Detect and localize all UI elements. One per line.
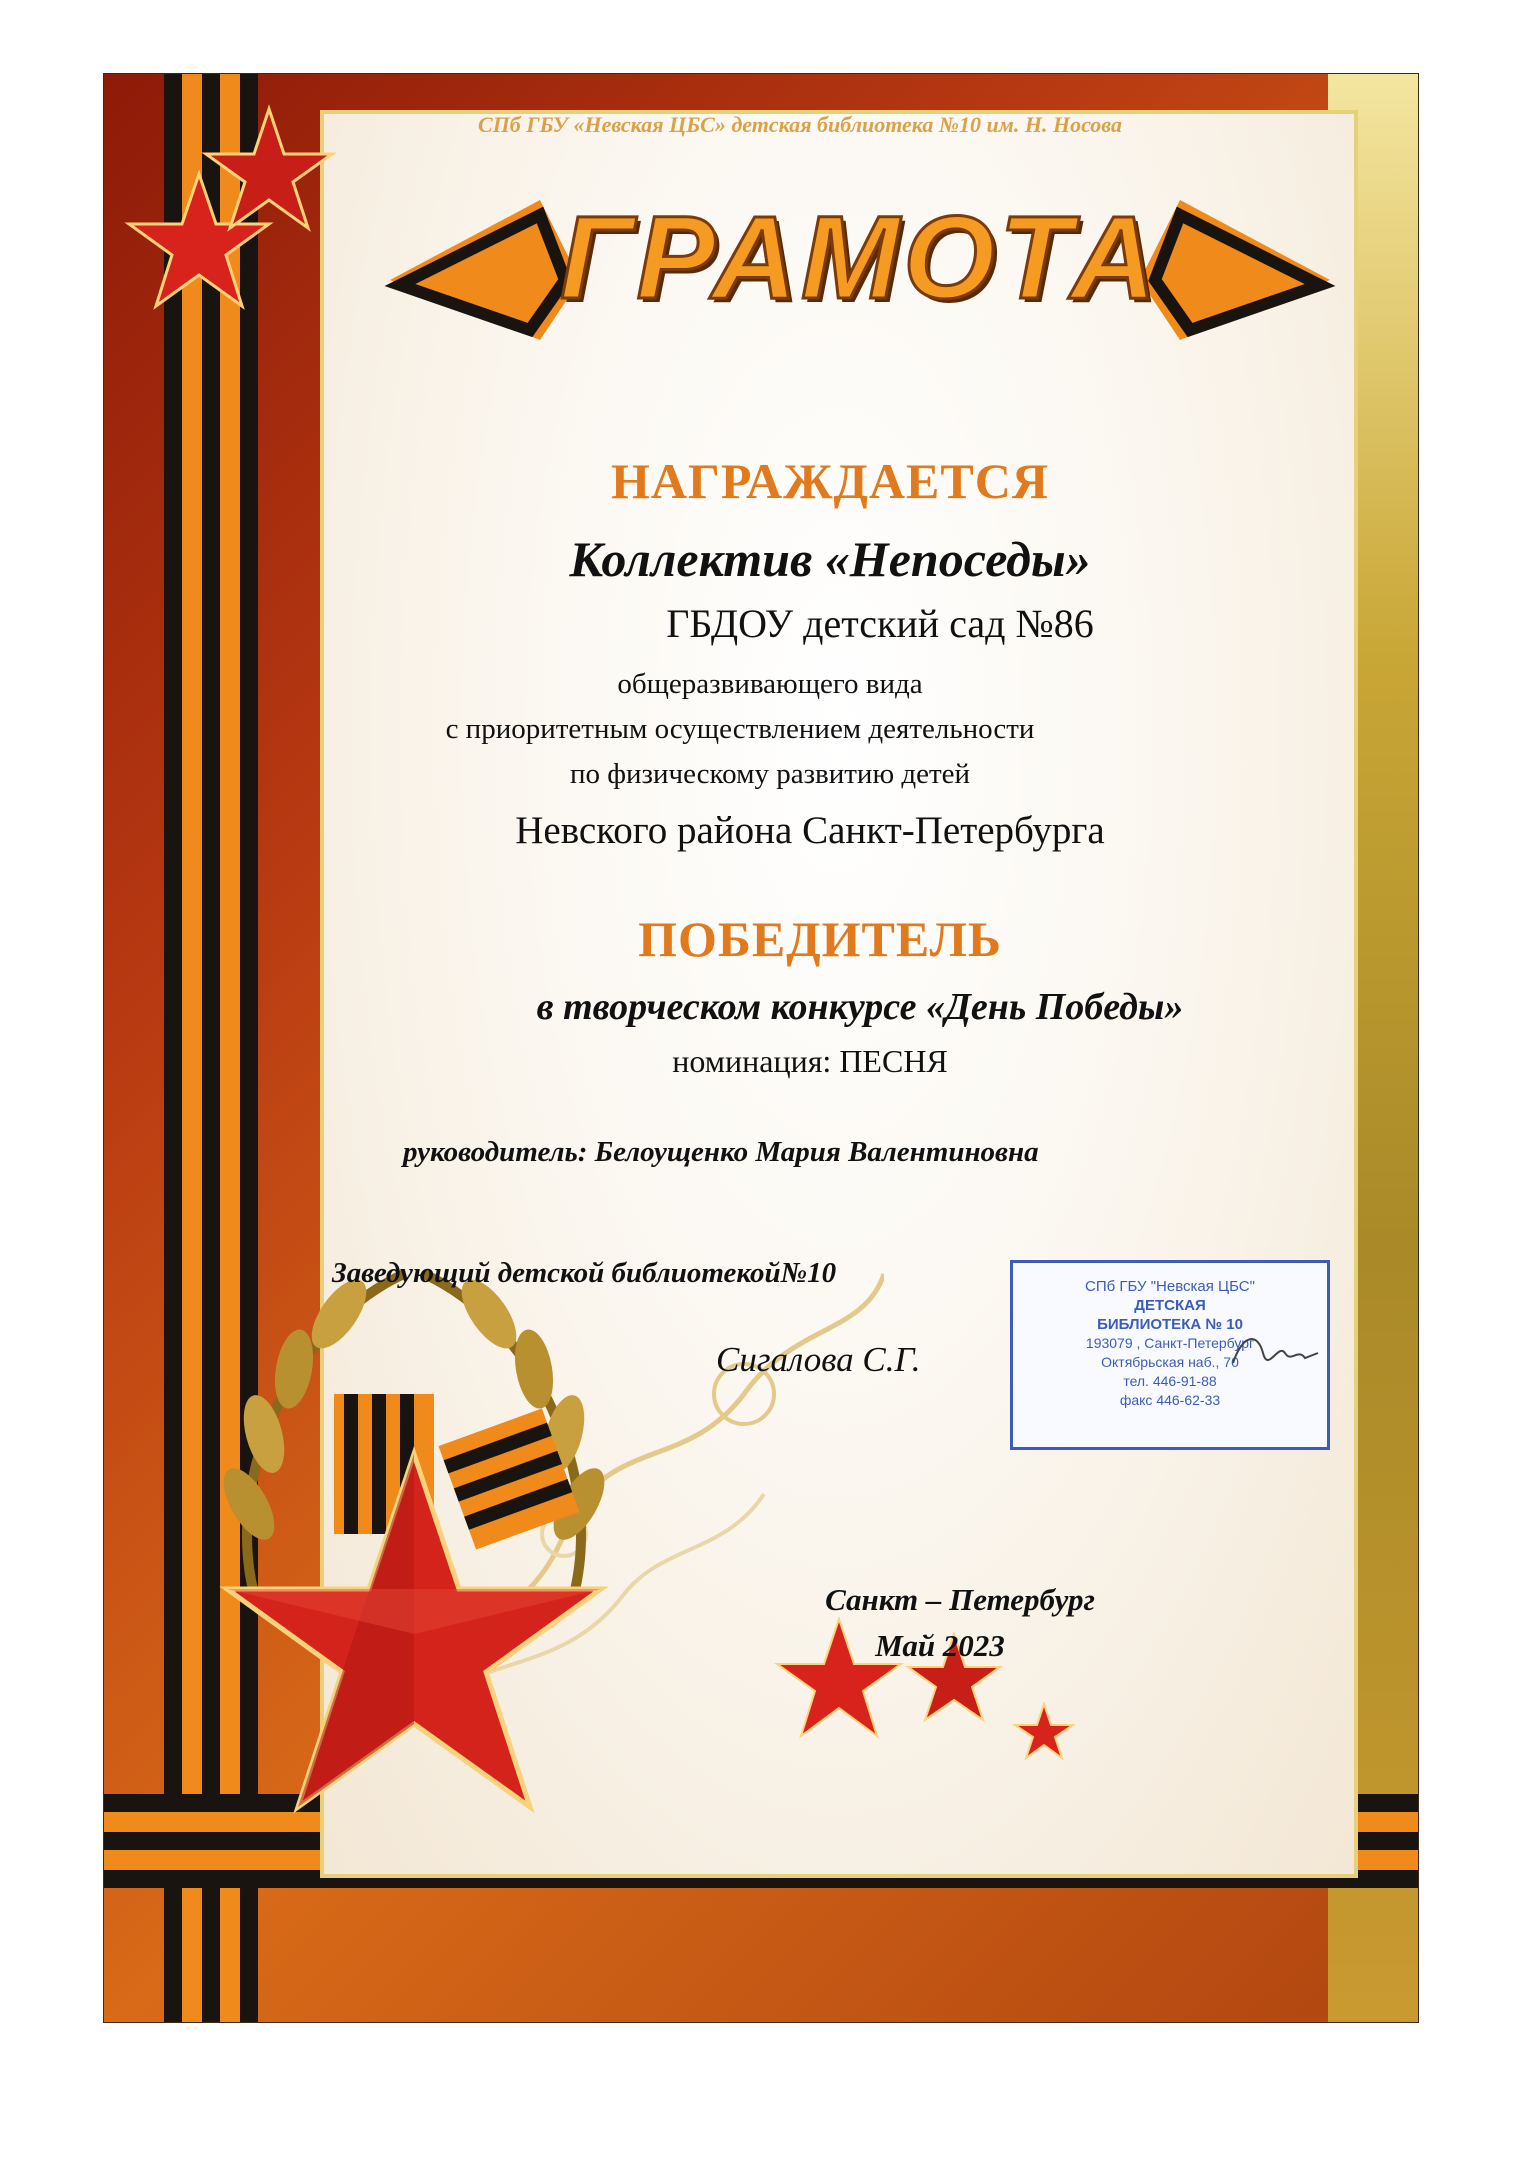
footer-date: Май 2023 [875, 1628, 1005, 1663]
signatory-position: Заведующий детской библиотекой№10 [332, 1257, 837, 1289]
ribbon-bow-icon [334, 1394, 579, 1549]
handwritten-signature [1223, 1323, 1323, 1383]
collective-name: Коллектив «Непоседы» [569, 531, 1091, 587]
organization-header: СПб ГБУ «Невская ЦБС» детская библиотека №10 им. Н. Носова [478, 112, 1122, 137]
winner-label: ПОБЕДИТЕЛЬ [638, 911, 1002, 967]
certificate-title: ГРАМОТА [560, 192, 1160, 324]
stamp-line: тел. 446-91-88 [1123, 1373, 1217, 1389]
institution-line-3: по физическому развитию детей [569, 758, 971, 790]
institution-line-2: с приоритетным осуществлением деятельности [445, 713, 1035, 745]
star-icon [1015, 1704, 1073, 1758]
stamp-line: ДЕТСКАЯ [1134, 1297, 1206, 1314]
library-stamp [1010, 1260, 1330, 1450]
district-name: Невского района Санкт-Петербурга [515, 809, 1105, 852]
contest-name: в творческом конкурсе «День Победы» [536, 986, 1184, 1028]
nomination: номинация: ПЕСНЯ [672, 1043, 948, 1079]
leader-name: руководитель: Белоущенко Мария Валентиновна [403, 1136, 1039, 1168]
signatory-name: Сигалова С.Г. [716, 1340, 921, 1379]
stamp-line: БИБЛИОТЕКА № 10 [1097, 1316, 1243, 1333]
stamp-line: СПб ГБУ "Невская ЦБС" [1085, 1278, 1255, 1295]
stamp-line: Октябрьская наб., 70 [1101, 1354, 1239, 1370]
footer-city: Санкт – Петербург [825, 1582, 1095, 1617]
stamp-line: 193079 , Санкт-Петербург [1085, 1335, 1255, 1351]
institution-line-1: общеразвивающего вида [617, 668, 923, 700]
stamp-line: факс 446-62-33 [1119, 1392, 1221, 1408]
awarded-label: НАГРАЖДАЕТСЯ [611, 453, 1049, 509]
institution-name: ГБДОУ детский сад №86 [666, 601, 1094, 646]
